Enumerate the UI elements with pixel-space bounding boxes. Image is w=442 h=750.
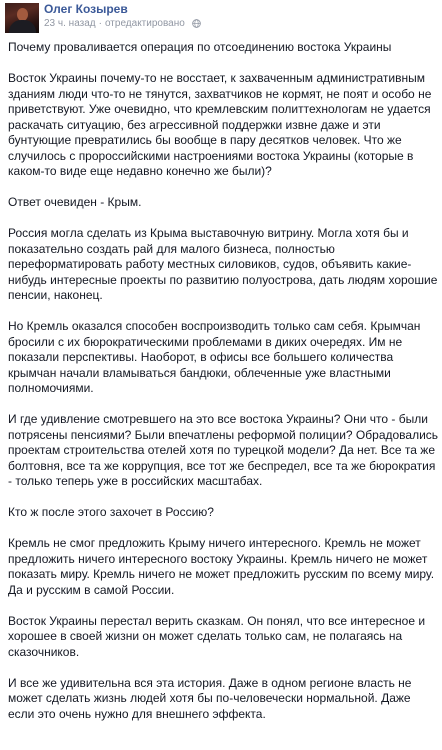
post-paragraph: Россия могла сделать из Крыма выставочную витрину. Могла хотя бы и показательно создать рай для малого бизнеса, полностью переформатировать работу местных силовиков, судов, объявить какие-нибудь интересные проекты по развитию полуострова, дать людям хорошие пенсии, наконец. bbox=[8, 226, 438, 302]
author-avatar[interactable] bbox=[5, 3, 39, 33]
post-paragraph: И где удивление смотревшего на это все востока Украины? Они что - были потрясены пенсиями? Были впечатлены реформой полиции? Обрадовались проектам строительства отелей хотя по турецкой модели? Да нет. Все та же болтовня, все та же коррупция, все тот же беспредел, все та же бюрократия - только теперь уже в российских масштабах. bbox=[8, 412, 439, 488]
meta-separator: · bbox=[98, 18, 102, 29]
post-paragraph-title: Почему проваливается операция по отсоединению востока Украины bbox=[8, 40, 392, 54]
post-body bbox=[8, 40, 440, 738]
post-paragraph: Кто ж после этого захочет в Россию? bbox=[8, 505, 214, 519]
post-paragraph: Восток Украины перестал верить сказкам. Он понял, что все интересное и хорошее в своей жизни он может сделать только сам, не полагаясь на сказочников. bbox=[8, 613, 426, 659]
post-paragraph: И все же удивительна вся эта история. Даже в одном регионе власть не может сделать жизнь людей хотя бы по-человечески нормальной. Даже если это очень нужно для внешнего эффекта. bbox=[8, 675, 412, 721]
post-timestamp[interactable]: 23 ч. назад bbox=[44, 18, 96, 29]
author-name-link[interactable]: Олег Козырев bbox=[44, 2, 128, 16]
avatar-shoulders bbox=[9, 20, 36, 33]
edited-label[interactable]: отредактировано bbox=[104, 18, 185, 29]
globe-icon[interactable] bbox=[192, 19, 201, 28]
post-header bbox=[0, 0, 442, 40]
post-paragraph: Ответ очевиден - Крым. bbox=[8, 195, 142, 209]
post-paragraph: Но Кремль оказался способен воспроизводить только сам себя. Крымчан бросили с их бюрократическими проблемами в диких очередях. Им не показали перспективы. Наоборот, в офисы все большего количества крымчан начали вламываться бандюки, облеченные уже властными полномочиями. bbox=[8, 319, 421, 395]
post-paragraph: Восток Украины почему-то не восстает, к захваченным административным зданиям люди что-то не тянутся, захватчиков не кормят, не поят и особо не приветствуют. Уже очевидно, что кремлевским политтехнологам не удается раскачать ситуацию, без агрессивной поддержки извне даже и эти бунтующие превратились бы вообще в пару десятков человек. Что же случилось с пророссийскими настроениями востока Украины (которые в каком-то виде еще недавно конечно же были)? bbox=[8, 71, 432, 178]
post-meta bbox=[44, 18, 201, 29]
post-paragraph: Кремль не смог предложить Крыму ничего интересного. Кремль не может предложить ничего интересного востоку Украины. Кремль ничего не может показать миру. Кремль ничего не может предложить русским по всему миру. Да и русским в самой России. bbox=[8, 536, 435, 597]
